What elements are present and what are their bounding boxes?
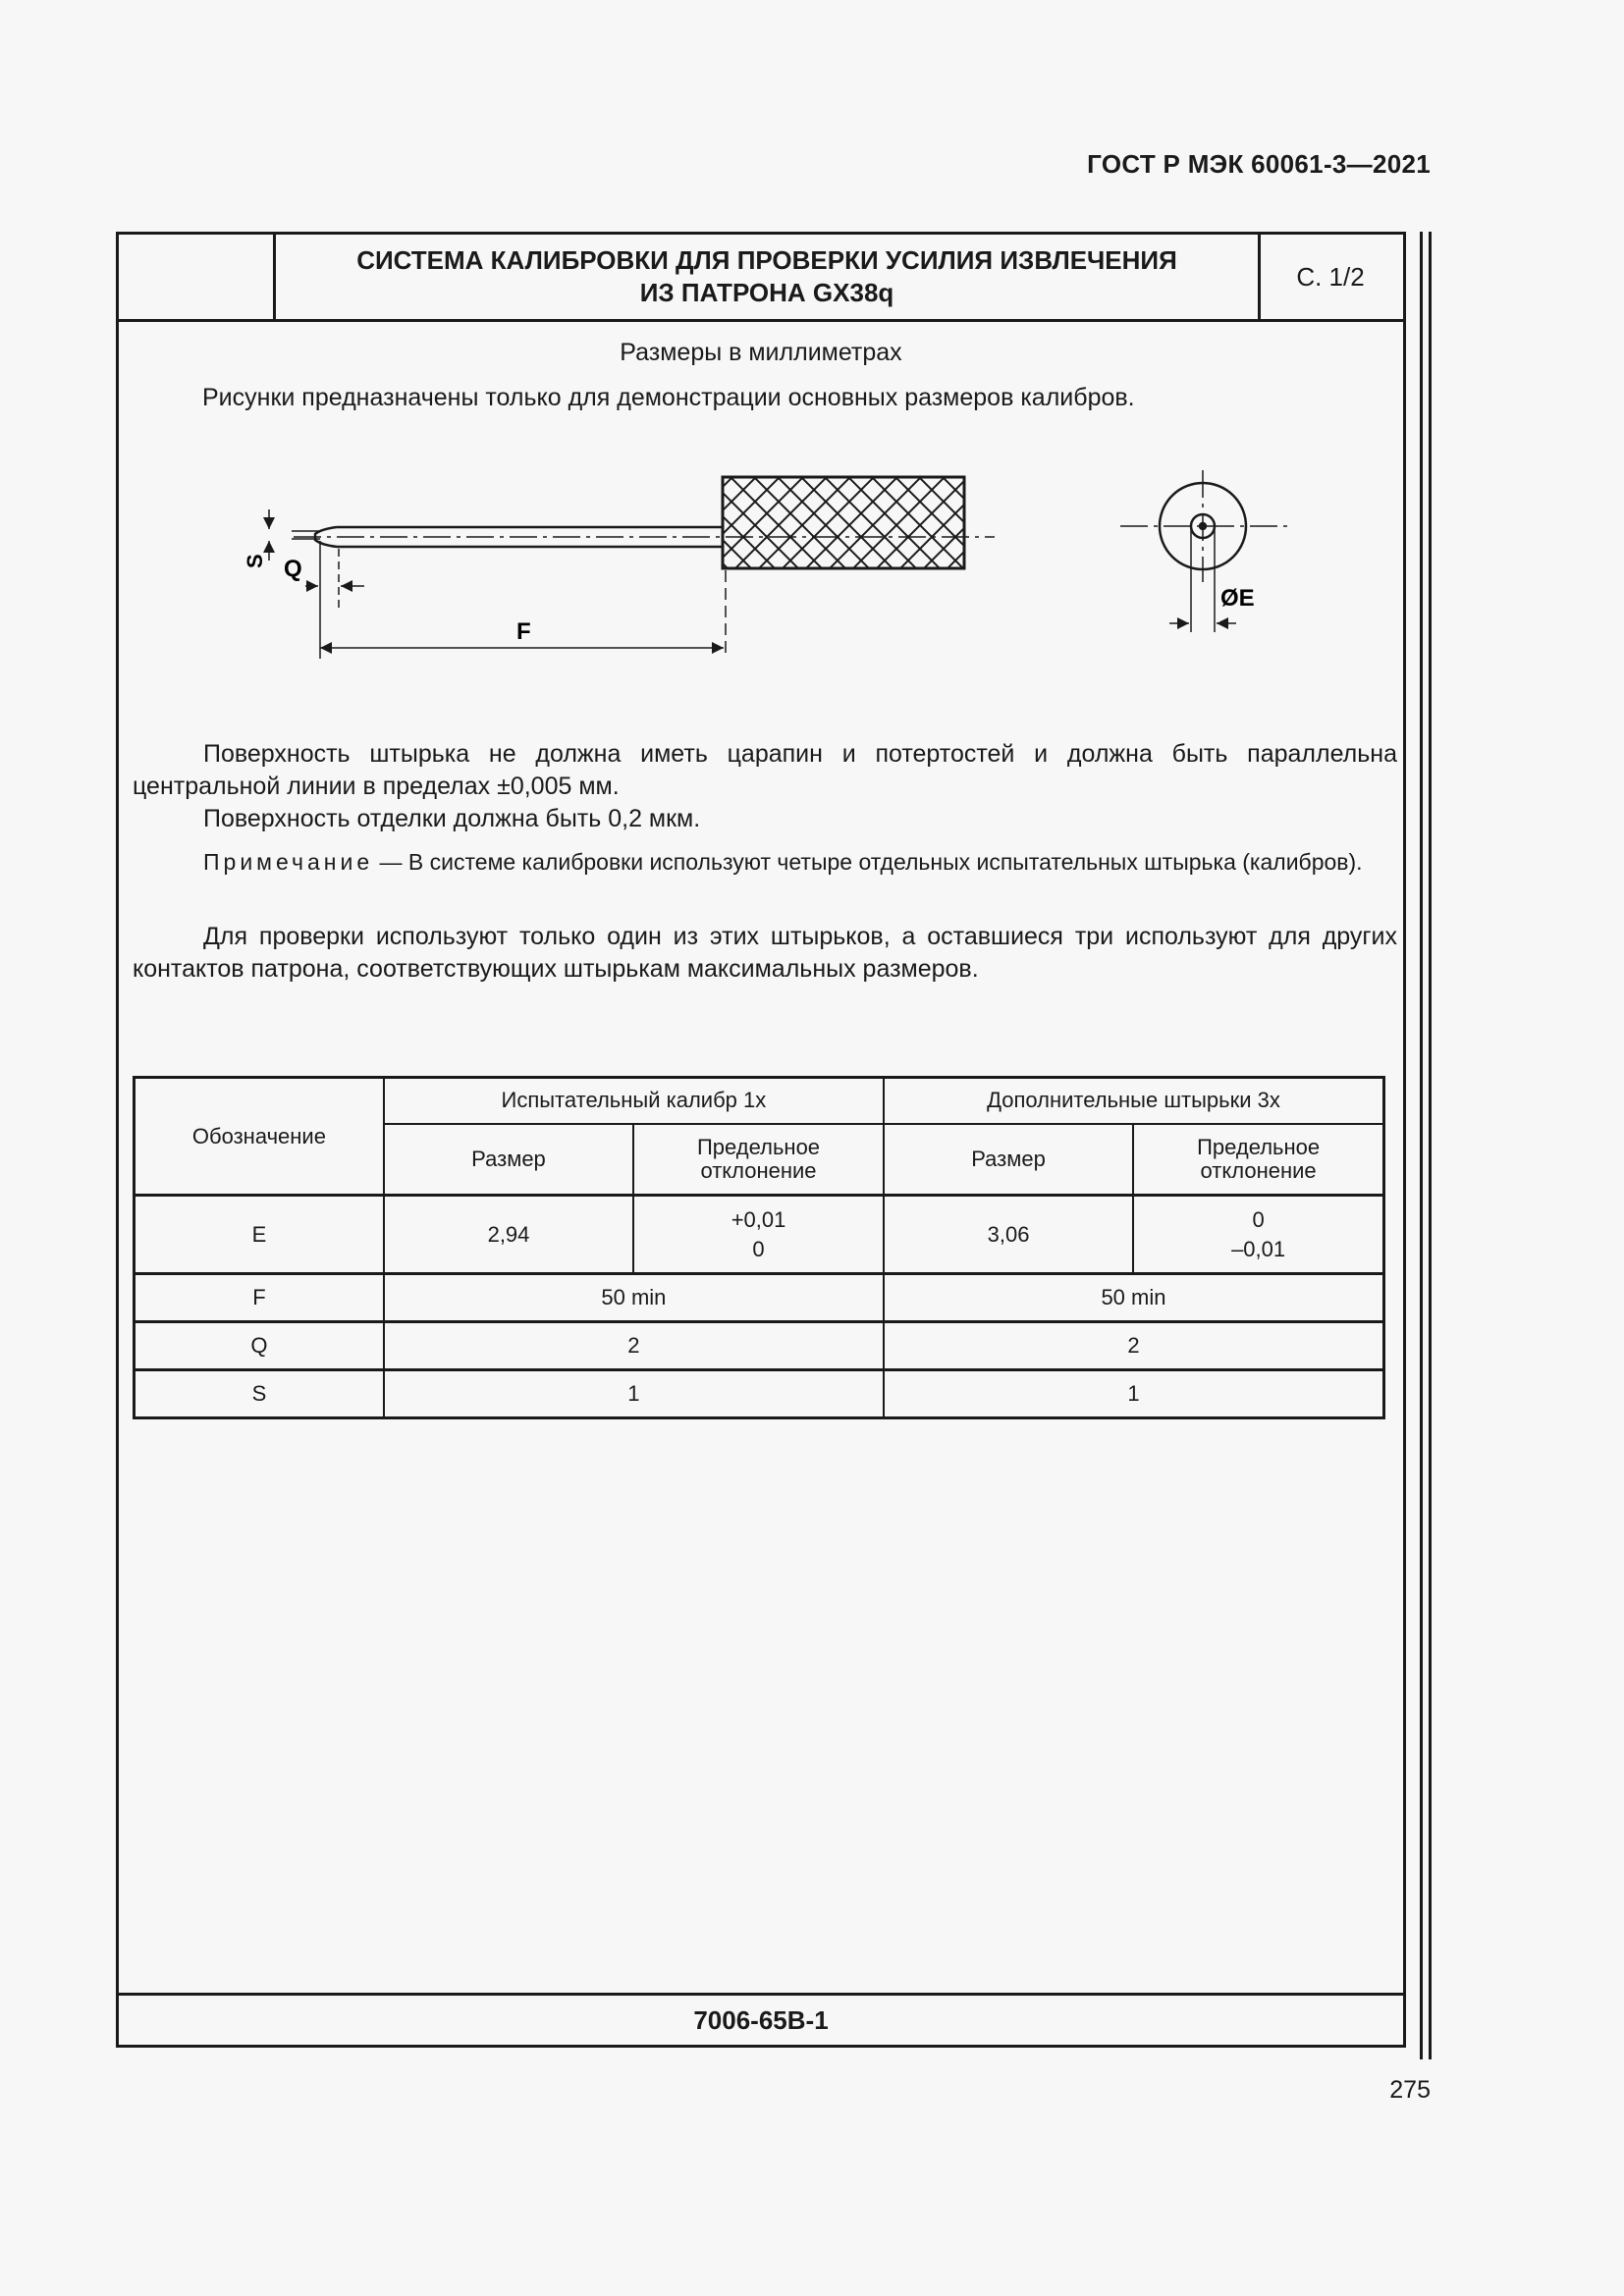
header-size-1: Размер — [384, 1124, 633, 1196]
cell-tolerance-1: +0,01 0 — [633, 1196, 884, 1274]
paragraph-check: Для проверки используют только один из этих штырьков, а оставшиеся три используют для других контактов патрона, соответствующих штырькам максимальных размеров. — [133, 923, 1397, 983]
dimensions-table — [133, 1076, 1385, 1419]
cell-value-2: 2 — [884, 1322, 1384, 1370]
header-designation: Обозначение — [135, 1078, 384, 1196]
pin-end-view — [1120, 470, 1287, 632]
header-blank-cell — [119, 235, 276, 319]
frame-edge-line — [1420, 232, 1423, 2059]
paragraph-surface: Поверхность штырька не должна иметь царапин и потертостей и должна быть параллельна центральной линии в пределах ±0,005 мм. — [133, 740, 1397, 800]
cell-size-2: 3,06 — [884, 1196, 1133, 1274]
row-name: Q — [135, 1322, 384, 1370]
sheet-header — [119, 235, 1403, 322]
row-name: E — [135, 1196, 384, 1274]
cell-value-2: 50 min — [884, 1274, 1384, 1322]
paragraph-finish: Поверхность отделки должна быть 0,2 мкм. — [203, 805, 701, 832]
table-row-q — [135, 1322, 1384, 1370]
row-name: F — [135, 1274, 384, 1322]
sheet-frame — [116, 232, 1406, 2048]
pin-side-view — [269, 477, 995, 659]
sheet-page-ref: С. 1/2 — [1296, 261, 1365, 292]
dimensions-caption: Размеры в миллиметрах — [620, 339, 902, 366]
header-size-2: Размер — [884, 1124, 1133, 1196]
table-row-f — [135, 1274, 1384, 1322]
cell-size-1: 2,94 — [384, 1196, 633, 1274]
table-row-s — [135, 1370, 1384, 1418]
label-s: S — [243, 554, 267, 568]
header-tolerance-1: Предельное отклонение — [633, 1124, 884, 1196]
note-block — [133, 847, 1397, 878]
title-line-2: ИЗ ПАТРОНА GX38q — [639, 278, 894, 307]
cell-value-1: 2 — [384, 1322, 884, 1370]
title-line-1: СИСТЕМА КАЛИБРОВКИ ДЛЯ ПРОВЕРКИ УСИЛИЯ ИЗВЛЕЧЕНИЯ — [356, 245, 1177, 275]
note-label: Примечание — [203, 849, 374, 875]
label-diameter-e: ØE — [1220, 585, 1255, 612]
header-tolerance-2: Предельное отклонение — [1133, 1124, 1383, 1196]
cell-tolerance-2: 0 –0,01 — [1133, 1196, 1383, 1274]
cell-value-1: 50 min — [384, 1274, 884, 1322]
body-paragraph-check — [133, 921, 1397, 986]
standard-number: ГОСТ Р МЭК 60061-3—2021 — [1087, 149, 1431, 179]
header-extra-pins: Дополнительные штырьки 3х — [884, 1078, 1384, 1124]
frame-edge-line — [1429, 232, 1432, 2059]
gauge-drawing — [119, 431, 1405, 676]
page-number: 275 — [1389, 2076, 1431, 2104]
table-row-e — [135, 1196, 1384, 1274]
body-paragraphs — [133, 738, 1397, 835]
label-f: F — [516, 618, 531, 645]
sheet-title — [276, 235, 1261, 319]
cell-value-2: 1 — [884, 1370, 1384, 1418]
sheet-code: 7006-65В-1 — [119, 1993, 1403, 2045]
cell-value-1: 1 — [384, 1370, 884, 1418]
note-text: — В системе калибровки используют четыре отдельных испытательных штырька (калибров). — [373, 849, 1363, 875]
header-test-gauge: Испытательный калибр 1х — [384, 1078, 884, 1124]
label-q: Q — [284, 556, 302, 582]
row-name: S — [135, 1370, 384, 1418]
intro-text: Рисунки предназначены только для демонстрации основных размеров калибров. — [202, 384, 1135, 411]
